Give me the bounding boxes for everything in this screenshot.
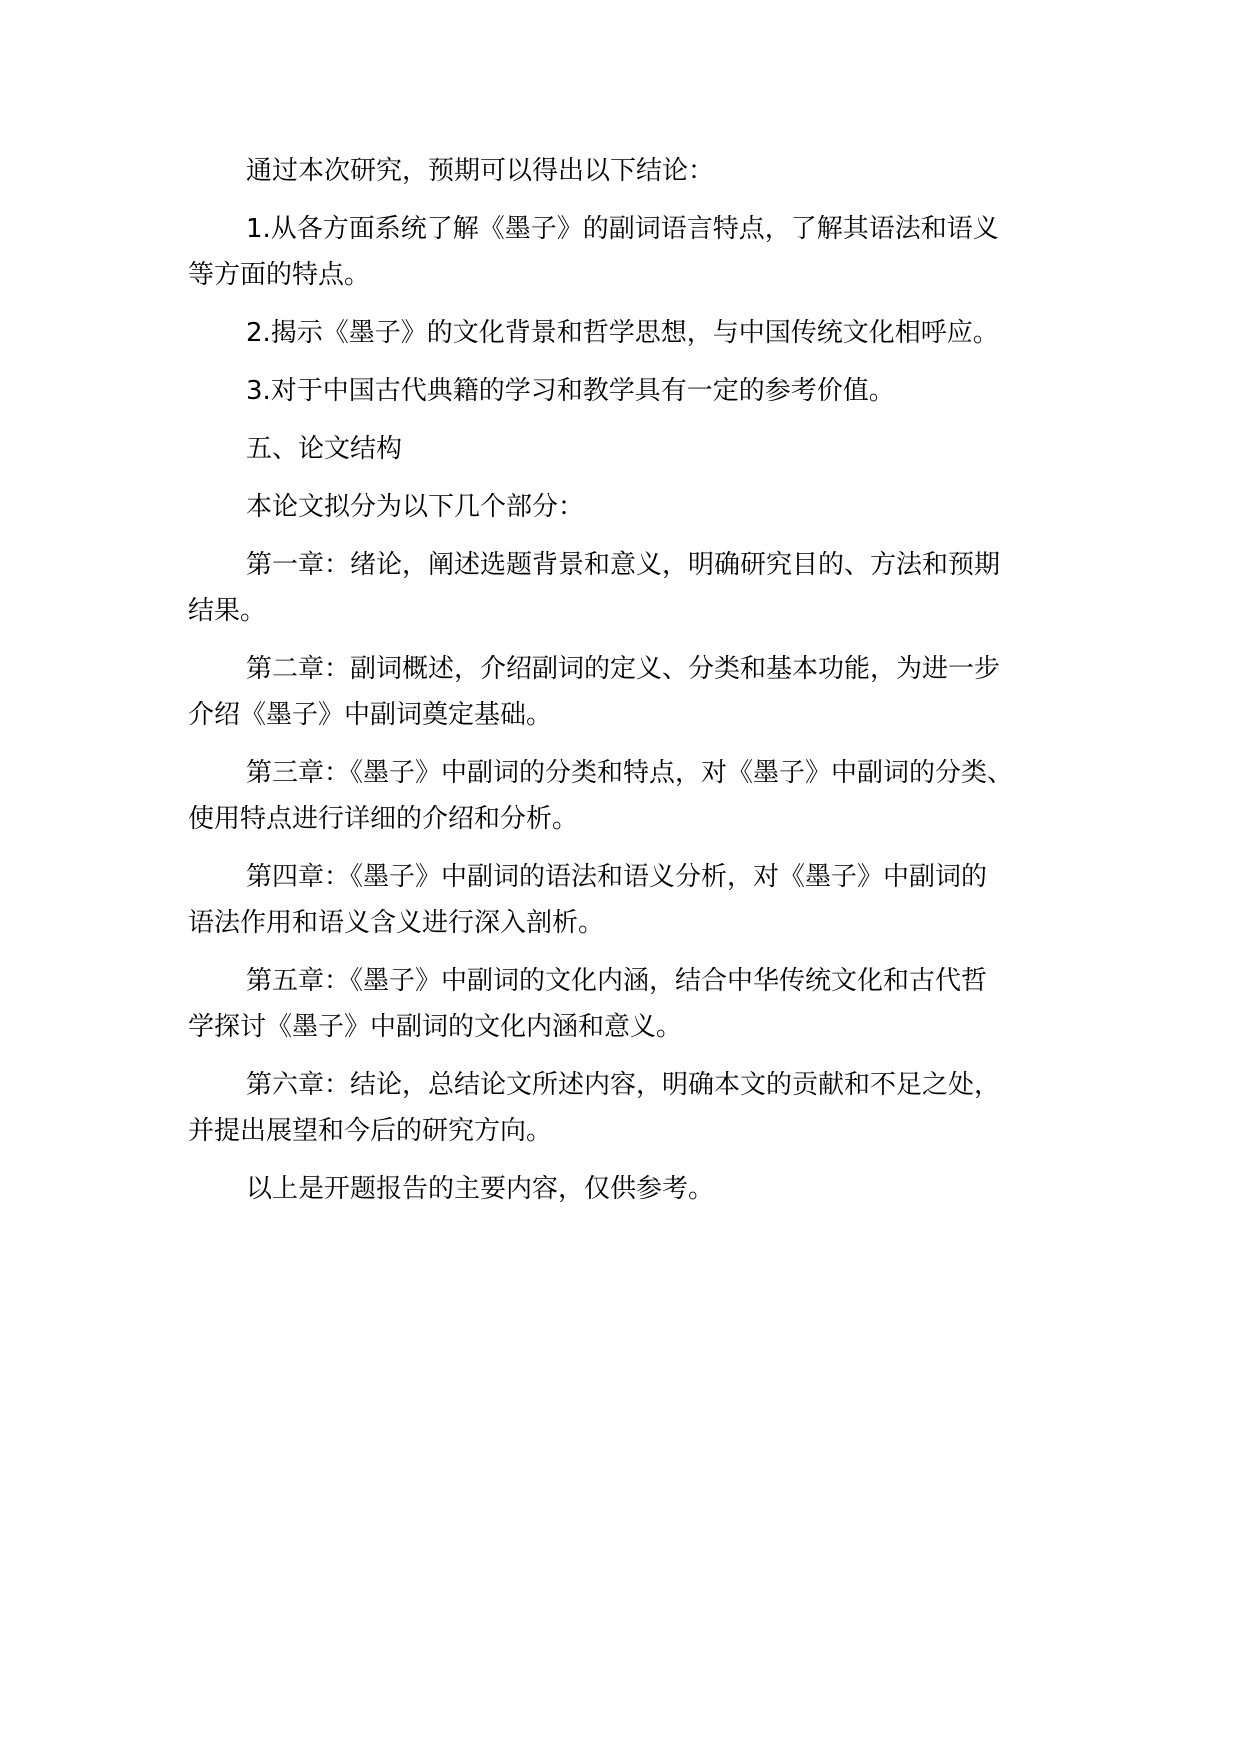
- closing-paragraph: [188, 1166, 1068, 1212]
- paragraph-line: 第六章：结论，总结论文所述内容，明确本文的贡献和不足之处，: [246, 1070, 1001, 1100]
- paragraph-line: 第二章：副词概述，介绍副词的定义、分类和基本功能，为进一步: [246, 654, 1001, 684]
- conclusion-item-3: [188, 368, 1068, 414]
- paragraph-line: 学探讨《墨子》中副词的文化内涵和意义。: [188, 1012, 683, 1042]
- document-page: [188, 148, 1068, 1224]
- paragraph-line: 介绍《墨子》中副词奠定基础。: [188, 700, 553, 730]
- paragraph-line: 第五章：《墨子》中副词的文化内涵，结合中华传统文化和古代哲: [246, 966, 988, 996]
- paragraph-line: 等方面的特点。: [188, 260, 371, 290]
- conclusion-intro-paragraph: [188, 148, 1068, 194]
- paragraph-line: 第三章：《墨子》中副词的分类和特点，对《墨子》中副词的分类、: [246, 758, 1014, 788]
- paragraph-line: 并提出展望和今后的研究方向。: [188, 1116, 553, 1146]
- conclusion-item-2: [188, 310, 1068, 356]
- section-heading: [188, 426, 1068, 472]
- section-heading-text: 五、论文结构: [246, 434, 403, 464]
- conclusion-item-1: [188, 206, 1068, 298]
- chapter-2-paragraph: [188, 646, 1068, 738]
- chapter-3-paragraph: [188, 750, 1068, 842]
- paragraph-line: 结果。: [188, 596, 267, 626]
- paragraph-line: 2.揭示《墨子》的文化背景和哲学思想，与中国传统文化相呼应。: [246, 318, 999, 348]
- paragraph-line: 本论文拟分为以下几个部分：: [246, 492, 585, 522]
- paragraph-line: 通过本次研究，预期可以得出以下结论：: [246, 156, 715, 186]
- paragraph-line: 第一章：绪论，阐述选题背景和意义，明确研究目的、方法和预期: [246, 550, 1001, 580]
- paragraph-line: 使用特点进行详细的介绍和分析。: [188, 804, 579, 834]
- paragraph-line: 1.从各方面系统了解《墨子》的副词语言特点，了解其语法和语义: [246, 214, 999, 244]
- paragraph-line: 以上是开题报告的主要内容，仅供参考。: [246, 1174, 715, 1204]
- paragraph-line: 3.对于中国古代典籍的学习和教学具有一定的参考价值。: [246, 376, 895, 406]
- chapter-6-paragraph: [188, 1062, 1068, 1154]
- chapter-5-paragraph: [188, 958, 1068, 1050]
- chapter-1-paragraph: [188, 542, 1068, 634]
- chapter-4-paragraph: [188, 854, 1068, 946]
- structure-intro-paragraph: [188, 484, 1068, 530]
- paragraph-line: 语法作用和语义含义进行深入剖析。: [188, 908, 605, 938]
- paragraph-line: 第四章：《墨子》中副词的语法和语义分析，对《墨子》中副词的: [246, 862, 988, 892]
